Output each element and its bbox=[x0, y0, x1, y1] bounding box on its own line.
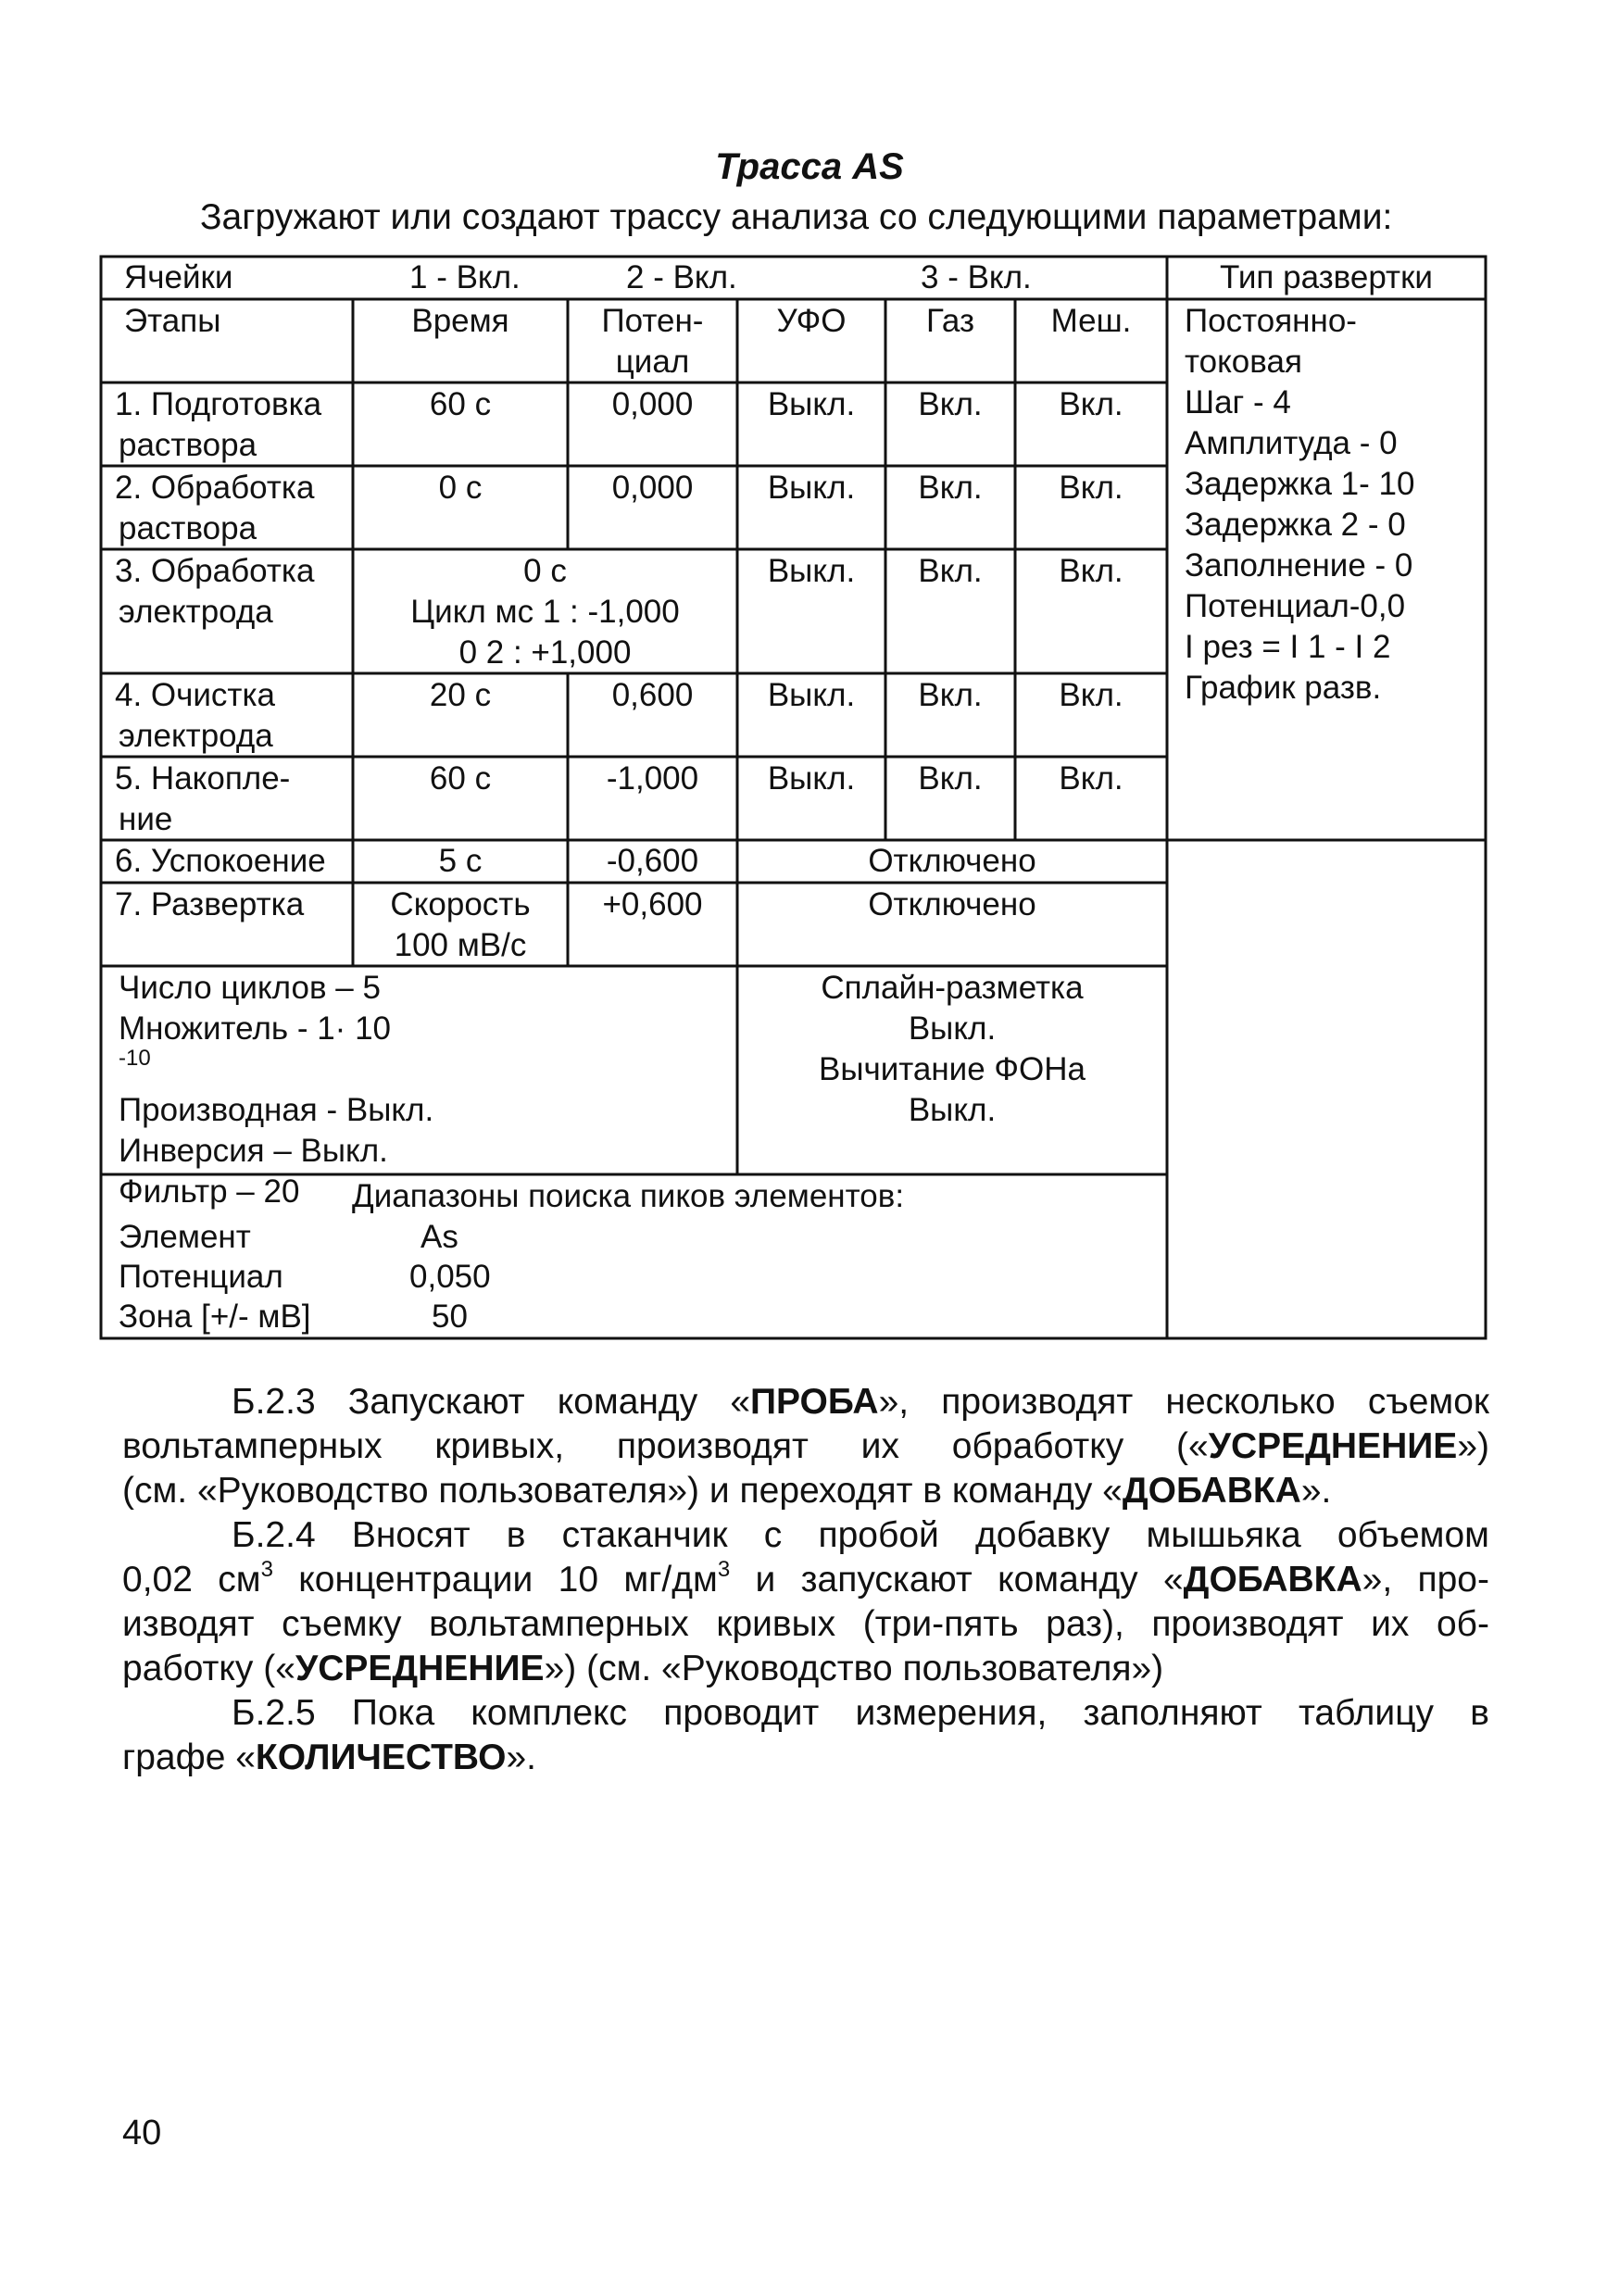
row5-uv: Выкл. bbox=[767, 760, 856, 797]
header-cell2: 2 - Вкл. bbox=[626, 259, 737, 295]
row2-stir: Вкл. bbox=[1059, 470, 1123, 506]
row3-stage: 3. Обработка электрода bbox=[115, 553, 315, 630]
header-cell3: 3 - Вкл. bbox=[921, 259, 1032, 295]
col-stages: Этапы bbox=[124, 303, 221, 339]
row2-time: 0 с bbox=[438, 470, 483, 506]
header-cells-label: Ячейки bbox=[124, 259, 233, 295]
row7-status: Отключено bbox=[868, 886, 1036, 922]
row6-status: Отключено bbox=[868, 843, 1036, 879]
row1-time: 60 с bbox=[429, 386, 492, 422]
paragraph-b24: Б.2.4 Вносят в стаканчик с пробой добавку мышьяка объемом 0,02 $см^3$ концентрации 10 $мг/дм^3$ и запускают команду «ДОБАВКА», про- изводят съемку вольтамперных кривых (три-пять раз), производят их об- работку («УСРЕДНЕНИЕ») (см. «Руководство пользователя») bbox=[122, 1515, 1489, 1688]
row1-potential: 0,000 bbox=[611, 386, 694, 422]
col-potential: Потен- циал bbox=[601, 303, 704, 380]
row1-uv: Выкл. bbox=[767, 386, 856, 422]
peak-element-label: Элемент bbox=[119, 1219, 251, 1255]
row1-stage: 1. Подготовка раствора bbox=[115, 386, 322, 463]
row2-gas: Вкл. bbox=[918, 470, 983, 506]
row3-uv: Выкл. bbox=[767, 553, 856, 589]
row6-potential: -0,600 bbox=[606, 843, 699, 879]
row5-time: 60 с bbox=[429, 760, 492, 797]
row2-uv: Выкл. bbox=[767, 470, 856, 506]
row5-gas: Вкл. bbox=[918, 760, 983, 797]
paragraph-b23: Б.2.3 Запускают команду «ПРОБА», производят несколько съемок вольтамперных кривых, производят их обработку («УСРЕДНЕНИЕ») (см. «Руководство пользователя») и переходят в команду «ДОБАВКА». bbox=[122, 1382, 1489, 1511]
header-sweep-type: Тип развертки bbox=[1220, 259, 1433, 295]
sweep-params: Постоянно- токовая Шаг - 4 Амплитуда - 0 Задержка 1- 10 Задержка 2 - 0 Заполнение - 0 Потенциал-0,0 I рез = I 1 - I 2 График разв. bbox=[1185, 303, 1415, 706]
row4-time: 20 с bbox=[429, 677, 492, 713]
peak-search-heading: Диапазоны поиска пиков элементов: bbox=[352, 1178, 905, 1214]
page-number: 40 bbox=[122, 2114, 162, 2152]
col-gas: Газ bbox=[925, 303, 975, 339]
header-cell1: 1 - Вкл. bbox=[409, 259, 521, 295]
cycle-settings: Число циклов – 5 Множитель - 1· 10 $^{-10}$ Производная - Выкл. Инверсия – Выкл. Фильтр – 20 bbox=[119, 970, 434, 1210]
spline-settings: Сплайн-разметка Выкл. Вычитание ФОНа Выкл. bbox=[818, 970, 1086, 1128]
page-subtitle: Загружают или создают трассу анализа со следующими параметрами: bbox=[200, 197, 1393, 237]
row4-gas: Вкл. bbox=[918, 677, 983, 713]
row3-gas: Вкл. bbox=[918, 553, 983, 589]
row2-stage: 2. Обработка раствора bbox=[115, 470, 315, 546]
peak-element-value: As bbox=[420, 1219, 458, 1255]
row4-stir: Вкл. bbox=[1059, 677, 1123, 713]
row5-potential: -1,000 bbox=[606, 760, 699, 797]
row1-gas: Вкл. bbox=[918, 386, 983, 422]
peak-potential-label: Потенциал bbox=[119, 1259, 283, 1295]
row4-potential: 0,600 bbox=[611, 677, 694, 713]
col-uv: УФО bbox=[776, 303, 847, 339]
page-title: Трасса AS bbox=[715, 146, 904, 187]
row1-stir: Вкл. bbox=[1059, 386, 1123, 422]
col-stir: Меш. bbox=[1050, 303, 1132, 339]
col-time: Время bbox=[411, 303, 509, 339]
row6-time: 5 с bbox=[438, 843, 483, 879]
row3-time-cycle: 0 с Цикл мс 1 : -1,000 0 2 : +1,000 bbox=[410, 553, 680, 671]
row5-stage: 5. Накопле- ние bbox=[115, 760, 291, 837]
row7-stage: 7. Развертка bbox=[115, 886, 305, 922]
row4-stage: 4. Очистка электрода bbox=[115, 677, 276, 754]
row3-stir: Вкл. bbox=[1059, 553, 1123, 589]
peak-potential-value: 0,050 bbox=[409, 1259, 491, 1295]
row4-uv: Выкл. bbox=[767, 677, 856, 713]
row7-time: Скорость 100 мВ/с bbox=[390, 886, 531, 963]
paragraph-b25: Б.2.5 Пока комплекс проводит измерения, заполняют таблицу в графе «КОЛИЧЕСТВО». bbox=[122, 1693, 1489, 1777]
row6-stage: 6. Успокоение bbox=[115, 843, 326, 879]
peak-zone-label: Зона [+/- мВ] bbox=[119, 1299, 311, 1335]
row5-stir: Вкл. bbox=[1059, 760, 1123, 797]
row7-potential: +0,600 bbox=[602, 886, 703, 922]
row2-potential: 0,000 bbox=[611, 470, 694, 506]
peak-zone-value: 50 bbox=[432, 1299, 468, 1335]
